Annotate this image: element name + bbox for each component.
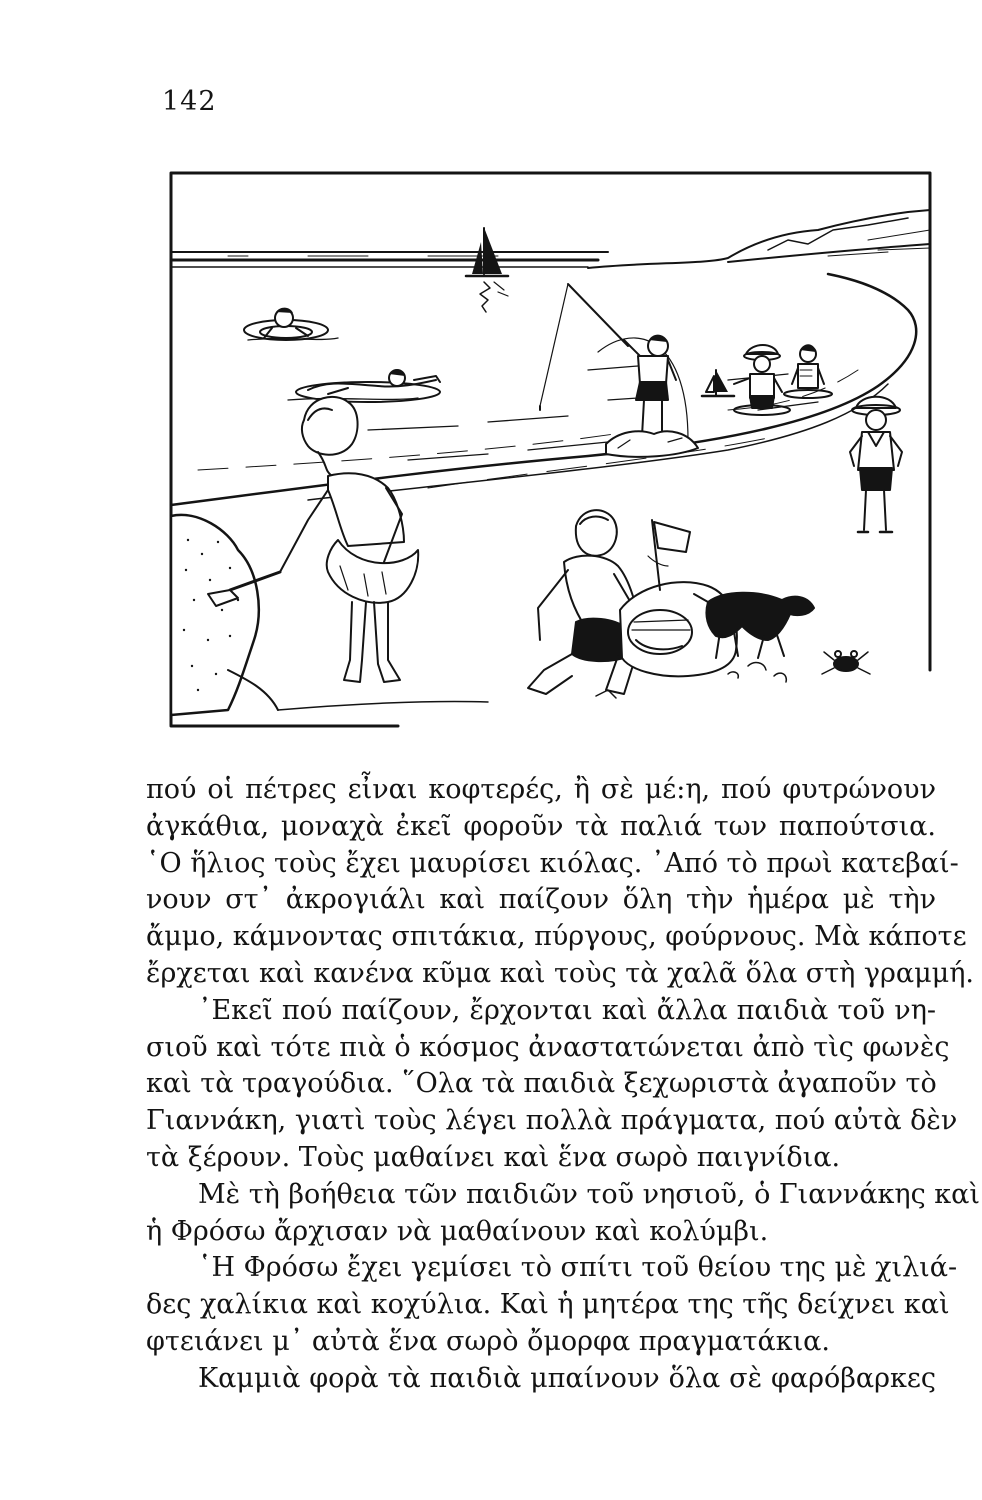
swimmer-crawl bbox=[296, 369, 440, 402]
text-line: Μὲ τὴ βοήθεια τῶν παιδιῶν τοῦ νησιοῦ, ὁ Γιαννάκης καὶ bbox=[198, 1178, 980, 1210]
sailor-boy-standing bbox=[850, 397, 902, 532]
text-line: καὶ τὰ τραγούδια. ῞Ολα τὰ παιδιὰ ξεχωριστὰ ἀγαποῦν τὸ bbox=[146, 1068, 937, 1100]
text-line: φτειάνει μ᾿ αὐτὰ ἕνα σωρὸ ὄμορφα πραγματάκια. bbox=[146, 1325, 830, 1357]
text-line: πού οἱ πέτρες εἶναι κοφτερές, ἢ σὲ μέ:η, πού φυτρώνουν bbox=[146, 774, 936, 805]
text-line: ἀγκάθια, μοναχὰ ἐκεῖ φοροῦν τὰ παλιά των παπούτσια. bbox=[146, 810, 936, 842]
page-number: 142 bbox=[162, 86, 217, 117]
fishing-boy bbox=[540, 284, 698, 457]
text-line: δες χαλίκια καὶ κοχύλια. Καὶ ἡ μητέρα της τῆς δείχνει καὶ bbox=[146, 1289, 950, 1321]
sand-rocks-left bbox=[171, 515, 278, 715]
crab bbox=[822, 651, 870, 674]
text-line: ἔρχεται καὶ κανένα κῦμα καὶ τοὺς τὰ χαλᾶ ὅλα στὴ γραμμή. bbox=[146, 957, 974, 989]
text-line: ῾Ο ἥλιος τοὺς ἔχει μαυρίσει κιόλας. ᾿Από τὸ πρωὶ κατεβαί- bbox=[146, 847, 959, 879]
text-line: ῾Η Φρόσω ἔχει γεμίσει τὸ σπίτι τοῦ θείου της μὲ χιλιά- bbox=[198, 1252, 958, 1284]
text-line: ᾿Εκεῖ πού παίζουν, ἔρχονται καὶ ἄλλα παιδιὰ τοῦ νη- bbox=[198, 994, 936, 1026]
text-line: Γιαννάκη, γιατὶ τοὺς λέγει πολλὰ πράγματα, πού αὐτὰ δὲν bbox=[146, 1105, 958, 1137]
sailboat-far bbox=[466, 228, 508, 312]
text-line: ἄμμο, κάμνοντας σπιτάκια, πύργους, φούρνους. Μὰ κάποτε bbox=[146, 921, 967, 953]
toy-sailboat bbox=[702, 370, 734, 396]
foreground-sand-line bbox=[278, 701, 488, 710]
beach-illustration bbox=[168, 170, 934, 730]
distant-hills bbox=[588, 210, 930, 268]
text-line: ἡ Φρόσω ἄρχισαν νὰ μαθαίνουν καὶ κολύμβι. bbox=[146, 1215, 769, 1247]
text-line: σιοῦ καὶ τότε πιὰ ὁ κόσμος ἀναστατώνεται ἀπὸ τὶς φωνὲς bbox=[146, 1031, 950, 1063]
body-text bbox=[146, 772, 980, 1398]
horizon bbox=[171, 252, 608, 267]
small-child-wading bbox=[784, 344, 832, 398]
text-line: τὰ ξέρουν. Τοὺς μαθαίνει καὶ ἕνα σωρὸ παιγνίδια. bbox=[146, 1141, 841, 1173]
text-line: νουν στ᾿ ἀκρογιάλι καὶ παίζουν ὅλη τὴν ἡμέρα μὲ τὴν bbox=[146, 884, 936, 916]
text-line: Καμμιὰ φορὰ τὰ παιδιὰ μπαίνουν ὅλα σὲ φαρόβαρκες bbox=[198, 1362, 936, 1394]
swimmer-head-only bbox=[244, 308, 328, 340]
child-with-hat-wading bbox=[734, 345, 790, 415]
illustration-frame bbox=[171, 173, 930, 726]
